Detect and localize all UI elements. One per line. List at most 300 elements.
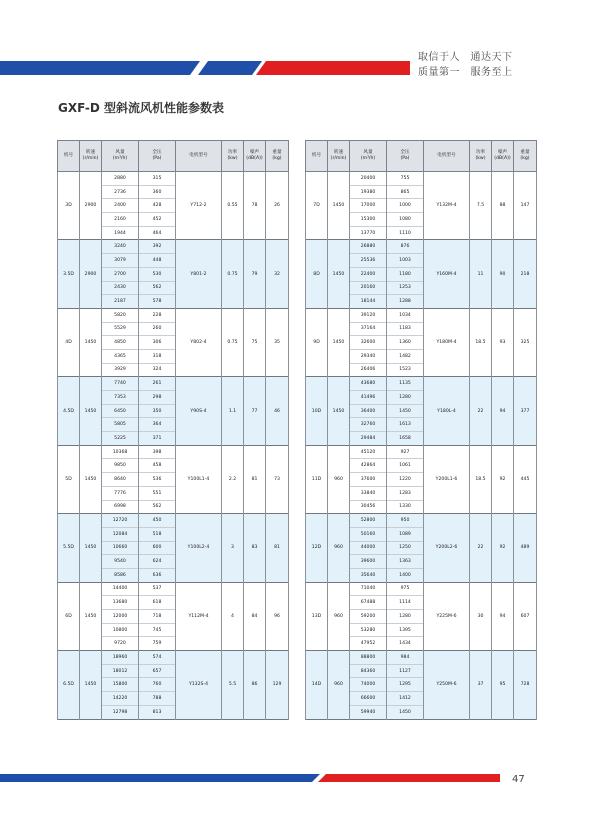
airflow-cell: 10368 bbox=[102, 445, 139, 459]
airflow-cell: 2736 bbox=[102, 185, 139, 199]
airflow-cell: 12000 bbox=[102, 610, 139, 624]
column-header: 机号 bbox=[58, 141, 80, 172]
weight-cell: 147 bbox=[514, 172, 537, 240]
airflow-cell: 20400 bbox=[350, 172, 387, 186]
power-cell: 22 bbox=[470, 514, 492, 582]
column-header: 转速 (r/min) bbox=[80, 141, 102, 172]
pressure-cell: 228 bbox=[139, 308, 176, 322]
power-cell: 4 bbox=[222, 582, 244, 650]
pressure-cell: 530 bbox=[139, 267, 176, 281]
speed-cell: 1450 bbox=[80, 514, 102, 582]
pressure-cell: 562 bbox=[139, 281, 176, 295]
airflow-cell: 14400 bbox=[102, 582, 139, 596]
column-header: 噪声 (dB(A)) bbox=[492, 141, 514, 172]
airflow-cell: 53280 bbox=[350, 623, 387, 637]
airflow-cell: 6450 bbox=[102, 404, 139, 418]
slogan-line-1: 取信于人 通达天下 bbox=[418, 52, 513, 63]
pressure-cell: 452 bbox=[139, 213, 176, 227]
page-title: GXF-D 型斜流风机性能参数表 bbox=[58, 101, 225, 115]
pressure-cell: 448 bbox=[139, 254, 176, 268]
airflow-cell: 30456 bbox=[350, 500, 387, 514]
power-cell: 18.5 bbox=[470, 445, 492, 513]
pressure-cell: 1288 bbox=[387, 295, 424, 309]
airflow-cell: 74000 bbox=[350, 678, 387, 692]
pressure-cell: 1450 bbox=[387, 404, 424, 418]
airflow-cell: 8586 bbox=[102, 568, 139, 582]
airflow-cell: 5805 bbox=[102, 418, 139, 432]
pressure-cell: 360 bbox=[139, 185, 176, 199]
model-cell: 10D bbox=[306, 377, 328, 445]
pressure-cell: 371 bbox=[139, 432, 176, 446]
noise-cell: 81 bbox=[244, 445, 266, 513]
pressure-cell: 578 bbox=[139, 295, 176, 309]
motor-cell: Y200L2-6 bbox=[424, 514, 470, 582]
airflow-cell: 88800 bbox=[350, 651, 387, 665]
model-cell: 3D bbox=[58, 172, 80, 240]
pressure-cell: 315 bbox=[139, 172, 176, 186]
column-header: 重量 (kg) bbox=[266, 141, 289, 172]
airflow-cell: 37600 bbox=[350, 473, 387, 487]
noise-cell: 75 bbox=[244, 308, 266, 376]
weight-cell: 73 bbox=[266, 445, 289, 513]
table-row bbox=[306, 240, 537, 254]
pressure-cell: 318 bbox=[139, 349, 176, 363]
airflow-cell: 26880 bbox=[350, 240, 387, 254]
pressure-cell: 324 bbox=[139, 363, 176, 377]
pressure-cell: 950 bbox=[387, 514, 424, 528]
pressure-cell: 624 bbox=[139, 555, 176, 569]
speed-cell: 960 bbox=[328, 582, 350, 650]
pressure-cell: 428 bbox=[139, 199, 176, 213]
speed-cell: 1450 bbox=[80, 651, 102, 719]
motor-cell: Y100L1-4 bbox=[176, 445, 222, 513]
header-row bbox=[306, 141, 537, 172]
pressure-cell: 1330 bbox=[387, 500, 424, 514]
pressure-cell: 392 bbox=[139, 240, 176, 254]
noise-cell: 93 bbox=[492, 308, 514, 376]
airflow-cell: 5529 bbox=[102, 322, 139, 336]
table-body bbox=[306, 172, 537, 720]
model-cell: 6.5D bbox=[58, 651, 80, 719]
weight-cell: 81 bbox=[266, 514, 289, 582]
airflow-cell: 84360 bbox=[350, 664, 387, 678]
speed-cell: 1450 bbox=[328, 172, 350, 240]
header-red-stripe bbox=[256, 61, 410, 75]
pressure-cell: 1089 bbox=[387, 527, 424, 541]
pressure-cell: 1080 bbox=[387, 213, 424, 227]
pressure-cell: 1434 bbox=[387, 637, 424, 651]
pressure-cell: 458 bbox=[139, 459, 176, 473]
airflow-cell: 22400 bbox=[350, 267, 387, 281]
speed-cell: 1450 bbox=[80, 377, 102, 445]
slogan-line-2: 质量第一 服务至上 bbox=[418, 67, 513, 78]
airflow-cell: 7353 bbox=[102, 391, 139, 405]
airflow-cell: 12798 bbox=[102, 705, 139, 719]
pressure-cell: 1253 bbox=[387, 281, 424, 295]
pressure-cell: 1110 bbox=[387, 226, 424, 240]
table-row bbox=[306, 377, 537, 391]
column-header: 全压 (Pa) bbox=[387, 141, 424, 172]
pressure-cell: 1183 bbox=[387, 322, 424, 336]
airflow-cell: 18012 bbox=[102, 664, 139, 678]
airflow-cell: 4850 bbox=[102, 336, 139, 350]
header-blue-stripe bbox=[0, 61, 200, 75]
pressure-cell: 537 bbox=[139, 582, 176, 596]
pressure-cell: 975 bbox=[387, 582, 424, 596]
header-stripe-graphic bbox=[0, 58, 410, 78]
model-cell: 4.5D bbox=[58, 377, 80, 445]
motor-cell: Y200L1-6 bbox=[424, 445, 470, 513]
noise-cell: 92 bbox=[492, 514, 514, 582]
pressure-cell: 1613 bbox=[387, 418, 424, 432]
pressure-cell: 450 bbox=[139, 514, 176, 528]
model-cell: 6D bbox=[58, 582, 80, 650]
pressure-cell: 260 bbox=[139, 322, 176, 336]
pressure-cell: 1220 bbox=[387, 473, 424, 487]
pressure-cell: 1658 bbox=[387, 432, 424, 446]
pressure-cell: 1395 bbox=[387, 623, 424, 637]
company-slogan bbox=[418, 50, 513, 80]
pressure-cell: 518 bbox=[139, 527, 176, 541]
airflow-cell: 45120 bbox=[350, 445, 387, 459]
power-cell: 7.5 bbox=[470, 172, 492, 240]
airflow-cell: 66600 bbox=[350, 692, 387, 706]
airflow-cell: 36400 bbox=[350, 404, 387, 418]
airflow-cell: 29484 bbox=[350, 432, 387, 446]
table-row bbox=[306, 582, 537, 596]
airflow-cell: 37164 bbox=[350, 322, 387, 336]
pressure-cell: 1280 bbox=[387, 610, 424, 624]
motor-cell: Y802-4 bbox=[176, 308, 222, 376]
weight-cell: 46 bbox=[266, 377, 289, 445]
pressure-cell: 718 bbox=[139, 610, 176, 624]
table-row bbox=[58, 514, 289, 528]
pressure-cell: 865 bbox=[387, 185, 424, 199]
pressure-cell: 1250 bbox=[387, 541, 424, 555]
airflow-cell: 25536 bbox=[350, 254, 387, 268]
speed-cell: 2900 bbox=[80, 240, 102, 308]
pressure-cell: 298 bbox=[139, 391, 176, 405]
pressure-cell: 1003 bbox=[387, 254, 424, 268]
pressure-cell: 1000 bbox=[387, 199, 424, 213]
weight-cell: 489 bbox=[514, 514, 537, 582]
airflow-cell: 59940 bbox=[350, 705, 387, 719]
power-cell: 1.1 bbox=[222, 377, 244, 445]
model-cell: 4D bbox=[58, 308, 80, 376]
airflow-cell: 35640 bbox=[350, 568, 387, 582]
column-header: 转速 (r/min) bbox=[328, 141, 350, 172]
weight-cell: 218 bbox=[514, 240, 537, 308]
footer-stripe-graphic bbox=[0, 772, 600, 784]
noise-cell: 78 bbox=[244, 172, 266, 240]
table-row bbox=[58, 308, 289, 322]
airflow-cell: 3929 bbox=[102, 363, 139, 377]
airflow-cell: 41496 bbox=[350, 391, 387, 405]
footer-red-stripe bbox=[318, 774, 500, 782]
noise-cell: 84 bbox=[244, 582, 266, 650]
airflow-cell: 15300 bbox=[350, 213, 387, 227]
pressure-cell: 984 bbox=[387, 651, 424, 665]
motor-cell: Y160M-4 bbox=[424, 240, 470, 308]
noise-cell: 94 bbox=[492, 582, 514, 650]
weight-cell: 96 bbox=[266, 582, 289, 650]
noise-cell: 88 bbox=[492, 172, 514, 240]
pressure-cell: 745 bbox=[139, 623, 176, 637]
airflow-cell: 8640 bbox=[102, 473, 139, 487]
table-row bbox=[58, 582, 289, 596]
motor-cell: Y132S-4 bbox=[176, 651, 222, 719]
pressure-cell: 1360 bbox=[387, 336, 424, 350]
airflow-cell: 2880 bbox=[102, 172, 139, 186]
airflow-cell: 14220 bbox=[102, 692, 139, 706]
pressure-cell: 600 bbox=[139, 541, 176, 555]
airflow-cell: 13680 bbox=[102, 596, 139, 610]
pressure-cell: 536 bbox=[139, 473, 176, 487]
airflow-cell: 9850 bbox=[102, 459, 139, 473]
weight-cell: 728 bbox=[514, 651, 537, 719]
pressure-cell: 551 bbox=[139, 486, 176, 500]
pressure-cell: 1127 bbox=[387, 664, 424, 678]
table-row bbox=[306, 172, 537, 186]
airflow-cell: 6998 bbox=[102, 500, 139, 514]
pressure-cell: 1450 bbox=[387, 705, 424, 719]
noise-cell: 95 bbox=[492, 651, 514, 719]
airflow-cell: 3240 bbox=[102, 240, 139, 254]
pressure-cell: 1523 bbox=[387, 363, 424, 377]
model-cell: 7D bbox=[306, 172, 328, 240]
airflow-cell: 42864 bbox=[350, 459, 387, 473]
airflow-cell: 10800 bbox=[102, 623, 139, 637]
power-cell: 18.5 bbox=[470, 308, 492, 376]
airflow-cell: 4365 bbox=[102, 349, 139, 363]
pressure-cell: 574 bbox=[139, 651, 176, 665]
column-header: 风量 (m³/h) bbox=[102, 141, 139, 172]
airflow-cell: 59200 bbox=[350, 610, 387, 624]
motor-cell: Y250M-6 bbox=[424, 651, 470, 719]
noise-cell: 79 bbox=[244, 240, 266, 308]
airflow-cell: 10660 bbox=[102, 541, 139, 555]
pressure-cell: 1295 bbox=[387, 678, 424, 692]
column-header: 电机型号 bbox=[424, 141, 470, 172]
noise-cell: 90 bbox=[492, 240, 514, 308]
pressure-cell: 398 bbox=[139, 445, 176, 459]
model-cell: 14D bbox=[306, 651, 328, 719]
pressure-cell: 636 bbox=[139, 568, 176, 582]
airflow-cell: 12720 bbox=[102, 514, 139, 528]
column-header: 电机型号 bbox=[176, 141, 222, 172]
pressure-cell: 1180 bbox=[387, 267, 424, 281]
power-cell: 37 bbox=[470, 651, 492, 719]
pressure-cell: 364 bbox=[139, 418, 176, 432]
noise-cell: 92 bbox=[492, 445, 514, 513]
noise-cell: 86 bbox=[244, 651, 266, 719]
column-header: 噪声 (dB(A)) bbox=[244, 141, 266, 172]
power-cell: 2.2 bbox=[222, 445, 244, 513]
pressure-cell: 1482 bbox=[387, 349, 424, 363]
power-cell: 0.75 bbox=[222, 308, 244, 376]
column-header: 功率 (kw) bbox=[470, 141, 492, 172]
weight-cell: 445 bbox=[514, 445, 537, 513]
model-cell: 12D bbox=[306, 514, 328, 582]
motor-cell: Y132M-4 bbox=[424, 172, 470, 240]
airflow-cell: 19380 bbox=[350, 185, 387, 199]
airflow-cell: 1944 bbox=[102, 226, 139, 240]
table-header bbox=[58, 141, 289, 172]
pressure-cell: 1135 bbox=[387, 377, 424, 391]
pressure-cell: 876 bbox=[387, 240, 424, 254]
column-header: 全压 (Pa) bbox=[139, 141, 176, 172]
performance-table-right bbox=[305, 140, 537, 720]
motor-cell: Y100L2-4 bbox=[176, 514, 222, 582]
pressure-cell: 760 bbox=[139, 678, 176, 692]
model-cell: 5.5D bbox=[58, 514, 80, 582]
airflow-cell: 17000 bbox=[350, 199, 387, 213]
pressure-cell: 788 bbox=[139, 692, 176, 706]
noise-cell: 94 bbox=[492, 377, 514, 445]
airflow-cell: 7776 bbox=[102, 486, 139, 500]
motor-cell: Y712-2 bbox=[176, 172, 222, 240]
motor-cell: Y90S-4 bbox=[176, 377, 222, 445]
weight-cell: 325 bbox=[514, 308, 537, 376]
airflow-cell: 13770 bbox=[350, 226, 387, 240]
pressure-cell: 755 bbox=[387, 172, 424, 186]
noise-cell: 77 bbox=[244, 377, 266, 445]
power-cell: 0.75 bbox=[222, 240, 244, 308]
power-cell: 5.5 bbox=[222, 651, 244, 719]
power-cell: 30 bbox=[470, 582, 492, 650]
pressure-cell: 1363 bbox=[387, 555, 424, 569]
airflow-cell: 15800 bbox=[102, 678, 139, 692]
power-cell: 0.55 bbox=[222, 172, 244, 240]
model-cell: 3.5D bbox=[58, 240, 80, 308]
table-row bbox=[306, 514, 537, 528]
speed-cell: 960 bbox=[328, 445, 350, 513]
airflow-cell: 67488 bbox=[350, 596, 387, 610]
weight-cell: 129 bbox=[266, 651, 289, 719]
motor-cell: Y112M-4 bbox=[176, 582, 222, 650]
airflow-cell: 2160 bbox=[102, 213, 139, 227]
airflow-cell: 2700 bbox=[102, 267, 139, 281]
table-row bbox=[306, 445, 537, 459]
airflow-cell: 2187 bbox=[102, 295, 139, 309]
noise-cell: 83 bbox=[244, 514, 266, 582]
pressure-cell: 1114 bbox=[387, 596, 424, 610]
speed-cell: 1450 bbox=[328, 377, 350, 445]
airflow-cell: 5820 bbox=[102, 308, 139, 322]
model-cell: 5D bbox=[58, 445, 80, 513]
pressure-cell: 813 bbox=[139, 705, 176, 719]
airflow-cell: 39600 bbox=[350, 555, 387, 569]
airflow-cell: 12084 bbox=[102, 527, 139, 541]
pressure-cell: 618 bbox=[139, 596, 176, 610]
pressure-cell: 261 bbox=[139, 377, 176, 391]
footer-blue-stripe bbox=[0, 774, 320, 782]
pressure-cell: 464 bbox=[139, 226, 176, 240]
speed-cell: 2900 bbox=[80, 172, 102, 240]
airflow-cell: 3079 bbox=[102, 254, 139, 268]
airflow-cell: 52800 bbox=[350, 514, 387, 528]
speed-cell: 1450 bbox=[328, 308, 350, 376]
pressure-cell: 1061 bbox=[387, 459, 424, 473]
pressure-cell: 759 bbox=[139, 637, 176, 651]
airflow-cell: 33840 bbox=[350, 486, 387, 500]
airflow-cell: 20160 bbox=[350, 281, 387, 295]
table-row bbox=[58, 172, 289, 186]
power-cell: 3 bbox=[222, 514, 244, 582]
column-header: 风量 (m³/h) bbox=[350, 141, 387, 172]
table-row bbox=[58, 377, 289, 391]
airflow-cell: 9540 bbox=[102, 555, 139, 569]
pressure-cell: 1034 bbox=[387, 308, 424, 322]
table-row bbox=[58, 240, 289, 254]
airflow-cell: 32760 bbox=[350, 418, 387, 432]
model-cell: 11D bbox=[306, 445, 328, 513]
weight-cell: 26 bbox=[266, 172, 289, 240]
airflow-cell: 7740 bbox=[102, 377, 139, 391]
column-header: 重量 (kg) bbox=[514, 141, 537, 172]
table-row bbox=[58, 445, 289, 459]
pressure-cell: 306 bbox=[139, 336, 176, 350]
pressure-cell: 1283 bbox=[387, 486, 424, 500]
header-blue-stripe-short bbox=[198, 61, 262, 75]
motor-cell: Y225M-6 bbox=[424, 582, 470, 650]
airflow-cell: 32600 bbox=[350, 336, 387, 350]
weight-cell: 607 bbox=[514, 582, 537, 650]
airflow-cell: 39120 bbox=[350, 308, 387, 322]
pressure-cell: 927 bbox=[387, 445, 424, 459]
pressure-cell: 657 bbox=[139, 664, 176, 678]
model-cell: 8D bbox=[306, 240, 328, 308]
performance-table-left bbox=[57, 140, 289, 720]
airflow-cell: 71040 bbox=[350, 582, 387, 596]
speed-cell: 1450 bbox=[80, 582, 102, 650]
airflow-cell: 9720 bbox=[102, 637, 139, 651]
speed-cell: 1450 bbox=[80, 308, 102, 376]
pressure-cell: 1412 bbox=[387, 692, 424, 706]
table-body bbox=[58, 172, 289, 720]
power-cell: 11 bbox=[470, 240, 492, 308]
table-row bbox=[306, 308, 537, 322]
pressure-cell: 1400 bbox=[387, 568, 424, 582]
table-row bbox=[306, 651, 537, 665]
airflow-cell: 2430 bbox=[102, 281, 139, 295]
airflow-cell: 44000 bbox=[350, 541, 387, 555]
motor-cell: Y180M-4 bbox=[424, 308, 470, 376]
airflow-cell: 5225 bbox=[102, 432, 139, 446]
airflow-cell: 47952 bbox=[350, 637, 387, 651]
weight-cell: 32 bbox=[266, 240, 289, 308]
header-row bbox=[58, 141, 289, 172]
airflow-cell: 18960 bbox=[102, 651, 139, 665]
pressure-cell: 562 bbox=[139, 500, 176, 514]
table-header bbox=[306, 141, 537, 172]
pressure-cell: 1280 bbox=[387, 391, 424, 405]
column-header: 功率 (kw) bbox=[222, 141, 244, 172]
speed-cell: 1450 bbox=[328, 240, 350, 308]
model-cell: 13D bbox=[306, 582, 328, 650]
airflow-cell: 26406 bbox=[350, 363, 387, 377]
speed-cell: 960 bbox=[328, 514, 350, 582]
column-header: 机号 bbox=[306, 141, 328, 172]
airflow-cell: 2400 bbox=[102, 199, 139, 213]
airflow-cell: 43680 bbox=[350, 377, 387, 391]
model-cell: 9D bbox=[306, 308, 328, 376]
page-number: 47 bbox=[512, 774, 525, 785]
weight-cell: 35 bbox=[266, 308, 289, 376]
table-row bbox=[58, 651, 289, 665]
motor-cell: Y801-2 bbox=[176, 240, 222, 308]
speed-cell: 1450 bbox=[80, 445, 102, 513]
